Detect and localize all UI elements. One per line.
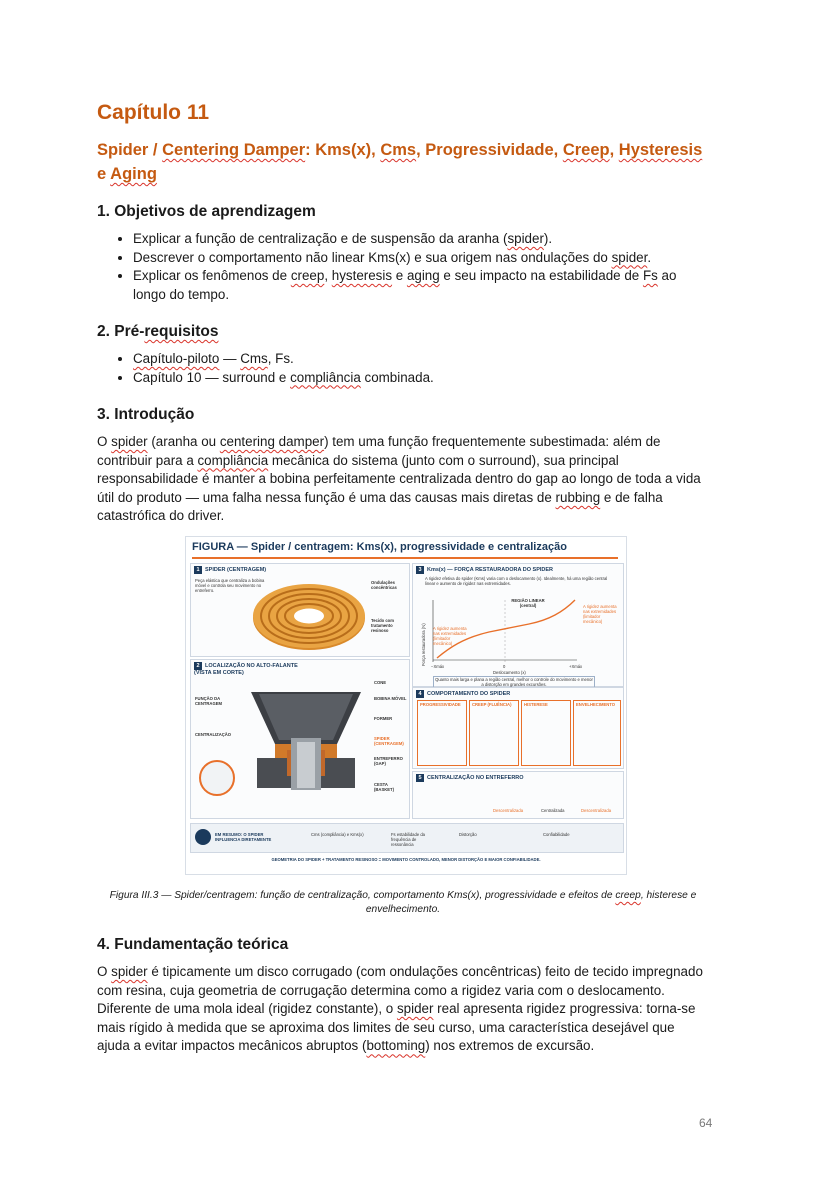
spider-infographic <box>185 536 627 875</box>
summary-item: Distorção <box>459 831 477 837</box>
list-item: • Capítulo-piloto — Cms, Fs. <box>133 350 709 369</box>
subtitle-part: Spider / <box>97 141 163 159</box>
panel-title: COMPORTAMENTO DO SPIDER <box>427 690 511 697</box>
figure-title-rule <box>192 557 618 559</box>
behavior-card: ENVELHECIMENTO <box>573 700 621 766</box>
section-heading: 1. Objetivos de aprendizagem <box>97 203 316 220</box>
callout-label: CENTRALIZAÇÃO <box>195 731 232 737</box>
panel-text: Peça elástica que centraliza a bobina móvel e controla seu movimento no entreferro. <box>195 577 265 593</box>
centering-diagram <box>199 760 235 796</box>
chart-annotation: A rigidez aumenta nas extremidades (limitador mecânico) <box>583 603 617 624</box>
panel-title: LOCALIZAÇÃO NO ALTO-FALANTE (VISTA EM CORTE) <box>194 662 298 676</box>
prerequisites-list <box>97 350 709 387</box>
page-content <box>97 100 709 1056</box>
summary-item: Confiabilidade <box>543 831 570 837</box>
chapter-subtitle <box>97 138 709 186</box>
panel-title: CENTRALIZAÇÃO NO ENTREFERRO <box>427 774 524 781</box>
figure-footer: GEOMETRIA DO SPIDER + TRATAMENTO RESINOSO = MOVIMENTO CONTROLADO, MENOR DISTORÇÃO E MAIOR CONFIABILIDADE. <box>271 856 541 862</box>
axis-tick-label: −Xmáx <box>431 663 445 669</box>
behavior-card: HISTERESE <box>521 700 571 766</box>
panel-title: SPIDER (CENTRAGEM) <box>205 566 267 573</box>
callout-label: Ondulações concêntricas <box>371 579 397 590</box>
behavior-card: PROGRESSIVIDADE <box>417 700 467 766</box>
summary-bar <box>190 823 624 853</box>
subtitle-part: e <box>97 165 111 183</box>
section-prerequisites <box>97 322 709 387</box>
chart-annotation: REGIÃO LINEAR (central) <box>511 597 545 608</box>
state-label: Descentralizada <box>581 807 612 813</box>
callout-label: CONE <box>374 679 387 685</box>
list-item: • Descrever o comportamento não linear Kms(x) e sua origem nas ondulações do spider. <box>133 249 709 268</box>
speaker-cutaway-illustration <box>241 678 371 798</box>
callout-label: BOBINA MÓVEL <box>374 695 407 701</box>
summary-item: Cms (compliância) e Kms(x) <box>311 831 364 837</box>
list-item: • Explicar os fenômenos de creep, hysteresis e aging e seu impacto na estabilidade de Fs ao longo do tempo. <box>133 267 709 304</box>
axis-tick-label: 0 <box>503 663 506 669</box>
state-label: Descentralizada <box>493 807 524 813</box>
subtitle-part: Cms <box>380 141 417 159</box>
callout-label: CESTA (BASKET) <box>374 781 395 792</box>
panel-title: Kms(x) — FORÇA RESTAURADORA DO SPIDER <box>427 566 553 573</box>
panel-cross-section: 2 LOCALIZAÇÃO NO ALTO-FALANTE (VISTA EM CORTE) FUNÇÃO DA CENTRAGEM CENTRALIZAÇÃO CONE BOBINA MÓVEL FORMER SPIDER (CENTRAGEM) ENTREFERRO (GAP) CESTA (BASKET) <box>190 659 410 819</box>
subtitle-part: Centering Damper <box>162 141 306 159</box>
paragraph: O spider (aranha ou centering damper) tem uma função frequentemente subestimada: além de contribuir para a compliância mecânica do sistema (junto com o surround), sua principal responsabilidade é manter a bobina perfeitamente centralizada dentro do gap ao longo de toda a vida útil do produto — uma falha nessa função é uma das causas mais diretas de rubbing e de falha catastrófica do driver. <box>97 434 701 524</box>
list-item: • Capítulo 10 — surround e compliância combinada. <box>133 369 709 388</box>
subtitle-part: , <box>609 141 619 159</box>
callout-label: SPIDER (CENTRAGEM) <box>374 735 404 746</box>
paragraph: O spider é tipicamente um disco corrugado (com ondulações concêntricas) feito de tecido impregnado com resina, cuja geometria de corrugação determina como a rigidez varia com o deslocamento. Diferente de uma mola ideal (rigidez constante), o spider real apresenta rigidez progressiva: torna-se mais rígido à medida que se aproxima dos limites de seu curso, uma característica desejável que ajuda a evitar impactos mecânicos abruptos (bottoming) nos extremos de excursão. <box>97 963 703 1054</box>
section-heading: 3. Introdução <box>97 406 195 423</box>
panel-centering: 5 CENTRALIZAÇÃO NO ENTREFERRO Descentralizada Centralizada Descentralizada <box>412 771 624 819</box>
panel-spider: 1 SPIDER (CENTRAGEM) Peça elástica que centraliza a bobina móvel e controla seu movimento no entreferro. Ondulações concêntricas Tecido com tratamento resinoso <box>190 563 410 657</box>
figure-caption: Figura III.3 — Spider/centragem: função de centralização, comportamento Kms(x), progressividade e efeitos de creep, histerese e envelhecimento. <box>109 889 697 915</box>
subtitle-part: Hysteresis <box>618 141 703 159</box>
panel-text: A rigidez efetiva do spider (Kms) varia com o deslocamento (x). Idealmente, há uma região central linear e aumento de rigidez nas extremidades. <box>425 575 608 586</box>
axis-label: Força restauradora (N) <box>421 623 426 666</box>
subtitle-part: Aging <box>110 165 157 183</box>
callout-label: ENTREFERRO (GAP) <box>374 755 403 766</box>
subtitle-part: : Kms(x), <box>305 141 381 159</box>
chapter-title: Capítulo 11 <box>97 101 210 124</box>
chart-annotation: A rigidez aumenta nas extremidades (limitador mecânico) <box>433 625 467 646</box>
section-heading: 2. Pré-requisitos <box>97 323 219 340</box>
state-label: Centralizada <box>541 807 565 813</box>
axis-tick-label: +Xmáx <box>569 663 583 669</box>
list-item: • Explicar a função de centralização e de suspensão da aranha (spider). <box>133 230 709 249</box>
axis-label: Deslocamento (x) <box>493 669 526 675</box>
panel-kms-chart: 3 Kms(x) — FORÇA RESTAURADORA DO SPIDER A rigidez efetiva do spider (Kms) varia com o deslocamento (x). Idealmente, há uma região central linear e aumento de rigidez nas extremidades. Força restauradora (N) REGIÃO LINEAR (central) A rigidez aumenta nas extremidades (limitador mecânico) A rigidez aumenta nas extremidades (limitador mecânico) −Xmáx 0 +Xmáx Deslocamento (x) Quanto mais larga e plana a região central, melhor o controle do movimento e menor a distorção em grandes excursões. <box>412 563 624 687</box>
summary-title: EM RESUMO: O SPIDER INFLUENCIA DIRETAMENTE <box>215 831 272 842</box>
section-heading: 4. Fundamentação teórica <box>97 935 289 953</box>
summary-item: Fs estabilidade da frequência de ressonância <box>391 831 425 847</box>
figure-title: FIGURA — Spider / centragem: Kms(x), progressividade e centralização <box>192 540 567 553</box>
check-icon <box>195 829 211 845</box>
callout-label: FUNÇÃO DA CENTRAGEM <box>195 695 222 706</box>
section-theory <box>97 935 709 1056</box>
section-introduction <box>97 405 709 526</box>
section-objectives <box>97 202 709 304</box>
page-number: 64 <box>699 1116 713 1130</box>
panel-behavior: 4 COMPORTAMENTO DO SPIDER PROGRESSIVIDADE CREEP (FLUÊNCIA) HISTERESE ENVELHECIMENTO <box>412 687 624 769</box>
subtitle-part: Creep <box>562 141 610 159</box>
subtitle-part: , Progressividade, <box>416 141 563 159</box>
objectives-list <box>97 230 709 304</box>
callout-label: FORMER <box>374 715 393 721</box>
chart-note: Quanto mais larga e plana a região central, melhor o controle do movimento e menor a distorção em grandes excursões. <box>433 676 595 688</box>
spider-illustration <box>249 578 369 654</box>
behavior-card: CREEP (FLUÊNCIA) <box>469 700 519 766</box>
callout-label: Tecido com tratamento resinoso <box>371 617 394 633</box>
